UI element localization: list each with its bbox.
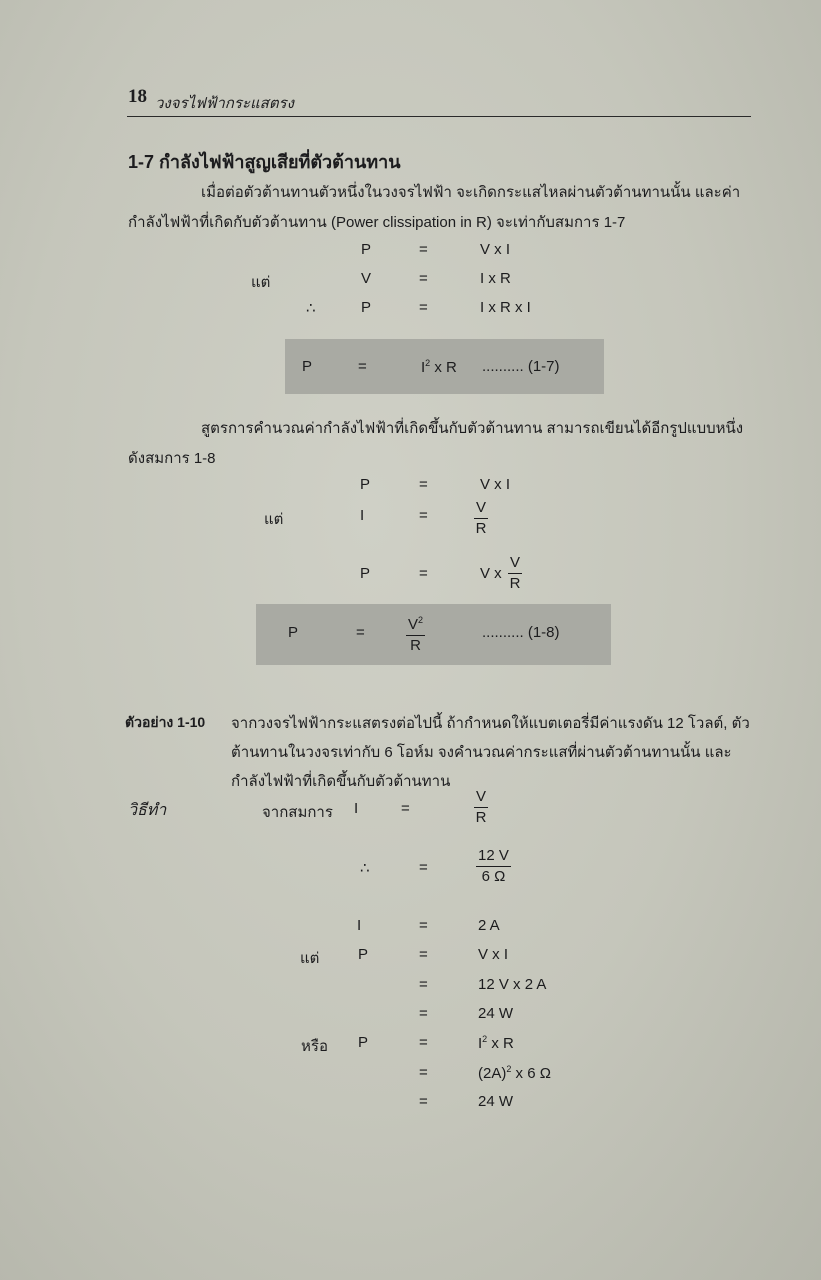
eq1-r3-op: = xyxy=(419,299,428,316)
eq1-r1-op: = xyxy=(419,241,428,258)
s1-lhs: I xyxy=(354,800,359,817)
paragraph-1-line-1: เมื่อต่อตัวต้านทานตัวหนึ่งในวงจรไฟฟ้า จะเกิดกระแสไหลผ่านตัวต้านทานนั้น และค่า xyxy=(201,184,741,201)
therefore-symbol-2: ∴ xyxy=(360,860,370,877)
s7-op: = xyxy=(419,1034,428,1051)
s6-rhs: 24 W xyxy=(478,1005,514,1022)
s5-op: = xyxy=(419,976,428,993)
paragraph-1-line-2: กำลังไฟฟ้าที่เกิดกับตัวต้านทาน (Power clissipation in R) จะเท่ากับสมการ 1-7 xyxy=(128,214,626,231)
s2-op: = xyxy=(419,859,428,876)
s4-op: = xyxy=(419,946,428,963)
eq2-r3-lhs: P xyxy=(360,565,371,582)
fraction-v-over-r xyxy=(474,500,488,537)
from-equation-text: จากสมการ xyxy=(262,804,333,821)
example-line-1: จากวงจรไฟฟ้ากระแสตรงต่อไปนี้ ถ้ากำหนดให้แบตเตอรี่มีค่าแรงดัน 12 โวลต์, ตัว xyxy=(231,715,750,732)
eq1-r3-rhs: I x R x I xyxy=(480,299,531,316)
fraction-denominator: R xyxy=(475,809,487,826)
s5-rhs: 12 V x 2 A xyxy=(478,976,547,993)
fraction-v-over-r-2 xyxy=(508,555,522,592)
s7-prefix: หรือ xyxy=(301,1038,328,1055)
fraction-numerator: 12 V xyxy=(476,848,511,867)
example-line-2: ต้านทานในวงจรเท่ากับ 6 โอห์ม จงคำนวณค่ากระแสที่ผ่านตัวต้านทานนั้น และ xyxy=(231,744,732,761)
fraction-denominator: R xyxy=(509,575,521,592)
eq2-r1-lhs: P xyxy=(360,476,371,493)
s8-rhs: $(2A)^2$ x 6 Ω xyxy=(478,1064,551,1082)
box2-equation-label: .......... (1-8) xyxy=(482,624,560,641)
box2-op: = xyxy=(356,624,365,641)
s9-op: = xyxy=(419,1093,428,1110)
eq1-r2-prefix: แต่ xyxy=(251,274,271,291)
eq1-r2-rhs: I x R xyxy=(480,270,511,287)
s7-lhs: P xyxy=(358,1034,369,1051)
box1-rhs: $I^2$ x R xyxy=(421,358,457,376)
s7-rhs: $I^2$ x R xyxy=(478,1034,514,1052)
eq2-r3-rhs: V x xyxy=(480,565,502,582)
s4-rhs: V x I xyxy=(478,946,509,963)
header-rule xyxy=(127,116,751,117)
eq2-r1-op: = xyxy=(419,476,428,493)
eq1-r2-op: = xyxy=(419,270,428,287)
s3-lhs: I xyxy=(357,917,362,934)
fraction-12v-over-6ohm xyxy=(476,848,511,885)
s4-prefix: แต่ xyxy=(300,950,320,967)
s9-rhs: 24 W xyxy=(478,1093,514,1110)
solution-label: วิธีทำ xyxy=(128,802,167,819)
eq2-r3-op: = xyxy=(419,565,428,582)
box1-equation-label: .......... (1-7) xyxy=(482,358,560,375)
eq2-r2-prefix: แต่ xyxy=(264,511,284,528)
fraction-denominator: 6 Ω xyxy=(481,868,506,885)
fraction-denominator: R xyxy=(475,520,487,537)
page-number: 18 xyxy=(128,86,147,107)
eq1-r2-lhs: V xyxy=(361,270,372,287)
paragraph-2-line-1: สูตรการคำนวณค่ากำลังไฟฟ้าที่เกิดขึ้นกับตัวต้านทาน สามารถเขียนได้อีกรูปแบบหนึ่ง xyxy=(201,420,744,437)
fraction-numerator: V xyxy=(474,500,488,519)
s8-op: = xyxy=(419,1064,428,1081)
fraction-numerator: $V^2$ xyxy=(406,612,425,636)
example-label: ตัวอย่าง 1-10 xyxy=(125,714,206,730)
eq1-r1-lhs: P xyxy=(361,241,372,258)
therefore-symbol: ∴ xyxy=(306,300,316,317)
fraction-numerator: V xyxy=(474,789,488,808)
eq1-r1-rhs: V x I xyxy=(480,241,511,258)
paragraph-2-line-2: ดังสมการ 1-8 xyxy=(128,450,216,467)
eq2-r2-op: = xyxy=(419,507,428,524)
box1-lhs: P xyxy=(302,358,313,375)
eq1-r3-lhs: P xyxy=(361,299,372,316)
fraction-denominator: R xyxy=(410,637,421,654)
box2-lhs: P xyxy=(288,624,299,641)
s6-op: = xyxy=(419,1005,428,1022)
fraction-numerator: V xyxy=(508,555,522,574)
running-title: วงจรไฟฟ้ากระแสตรง xyxy=(155,96,294,112)
box1-op: = xyxy=(358,358,367,375)
eq2-r1-rhs: V x I xyxy=(480,476,511,493)
example-line-3: กำลังไฟฟ้าที่เกิดขึ้นกับตัวต้านทาน xyxy=(231,773,451,790)
fraction-v-over-r-3 xyxy=(474,789,488,826)
fraction-v2-over-r xyxy=(406,612,425,654)
s3-rhs: 2 A xyxy=(478,917,500,934)
s3-op: = xyxy=(419,917,428,934)
section-title: 1-7 กำลังไฟฟ้าสูญเสียที่ตัวต้านทาน xyxy=(128,152,401,172)
eq2-r2-lhs: I xyxy=(360,507,365,524)
s1-op: = xyxy=(401,800,410,817)
s4-lhs: P xyxy=(358,946,369,963)
